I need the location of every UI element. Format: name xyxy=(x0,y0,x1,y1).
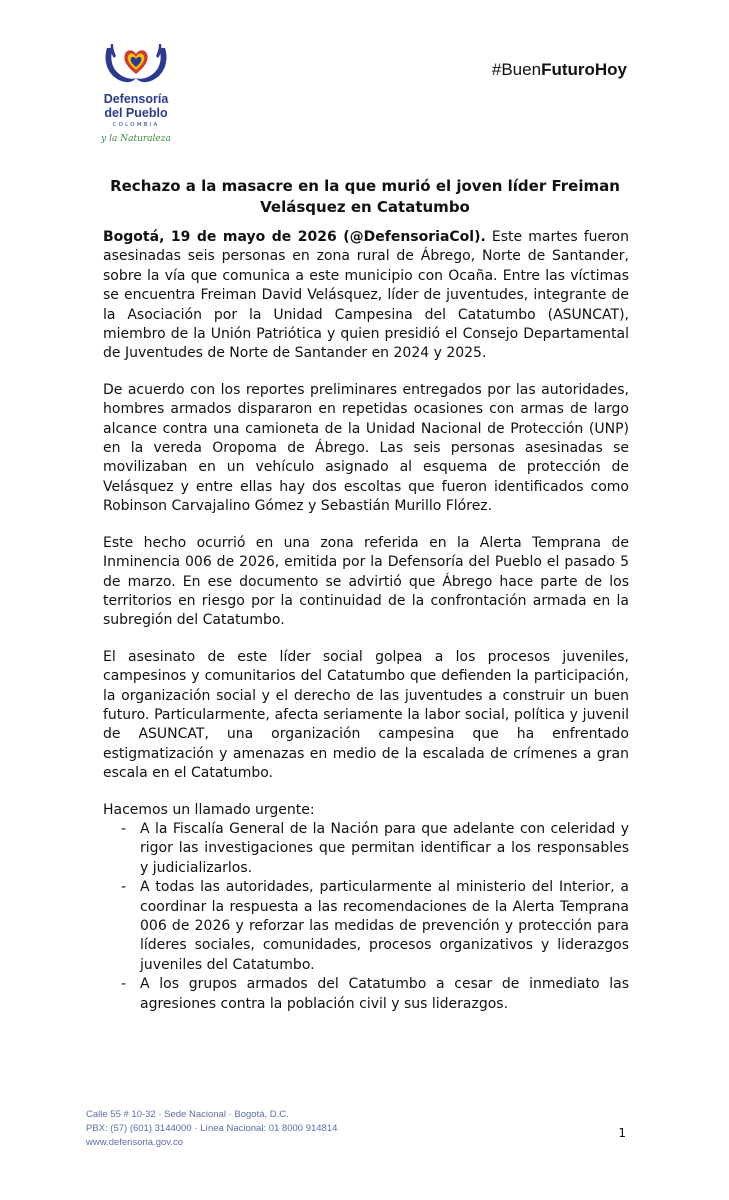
hashtag-part2: FuturoHoy xyxy=(541,60,627,79)
paragraph-1 xyxy=(103,228,629,364)
logo-name-line1: Defensoría xyxy=(103,92,169,106)
paragraph-3: Este hecho ocurrió en una zona referida en la Alerta Temprana de Inminencia 006 de 2026, emitida por la Defensoría del Pueblo el pasado 5 de marzo. En ese documento se advirtió que Ábrego hace parte de los territorios en riesgo por la continuidad de la confrontación armada en la subregión del Catatumbo. xyxy=(103,534,629,629)
document-title xyxy=(100,176,630,218)
footer-phones: PBX: (57) (601) 3144000 · Línea Nacional: 01 8000 914814 xyxy=(86,1123,338,1134)
call-item-grupos-armados: - A los grupos armados del Catatumbo a cesar de inmediato las agresiones contra la población civil y sus liderazgos. xyxy=(103,975,629,1014)
call-item-fiscalia: - A la Fiscalía General de la Nación para que adelante con celeridad y rigor las investigaciones que permitan identificar a los responsables y judicializarlos. xyxy=(103,820,629,878)
paragraph-4: El asesinato de este líder social golpea a los procesos juveniles, campesinos y comunitarios del Catatumbo que defienden la participación, la organización social y el derecho de las juventudes a construir un buen futuro. Particularmente, afecta seriamente la labor social, política y juvenil de ASUNCAT, una organización campesina que ha enfrentado estigmatización y amenazas en medio de la escalada de crímenes a gran escala en el Catatumbo. xyxy=(103,648,629,782)
call-item-autoridades: - A todas las autoridades, particularmente al ministerio del Interior, a coordinar la respuesta a las recomendaciones de la Alerta Temprana 006 de 2026 y reforzar las medidas de prevención y protección para líderes sociales, comunidades, procesos organizativos y liderazgos juveniles del Catatumbo. xyxy=(103,878,629,975)
paragraph-1-text: Este martes fueron asesinadas seis personas en zona rural de Ábrego, Norte de Santander, sobre la vía que comunica a este municipio con Ocaña. Entre las víctimas se encuentra Freiman David Velásquez, líder de juventudes, integrante de la Asociación por la Unidad Campesina del Catatumbo (ASUNCAT), miembro de la Unión Patriótica y quien presidió el Consejo Departamental de Juventudes de Norte de Santander en 2024 y 2025. xyxy=(103,229,629,362)
logo-tagline: y la Naturaleza xyxy=(101,134,171,144)
title-line1: Rechazo a la masacre en la que murió el joven líder Freiman xyxy=(110,177,620,195)
paragraph-2: De acuerdo con los reportes preliminares entregados por las autoridades, hombres armados dispararon en repetidas ocasiones con armas de largo alcance contra una camioneta de la Unidad Nacional de Protección (UNP) en la vereda Oropoma de Ábrego. Las seis personas asesinadas se movilizaban en un vehículo asignado al esquema de protección de Velásquez y entre ellas hay dos escoltas que fueron identificados como Robinson Carvajalino Gómez y Sebastián Murillo Flórez. xyxy=(103,381,629,515)
hashtag-part1: #Buen xyxy=(491,60,542,79)
campaign-hashtag xyxy=(492,60,627,80)
logo-country: COLOMBIA xyxy=(112,122,160,128)
footer-contact xyxy=(86,1108,337,1150)
page-number: 1 xyxy=(618,1126,626,1140)
call-intro: Hacemos un llamado urgente: xyxy=(103,801,315,818)
institution-logo xyxy=(96,40,176,144)
logo-name-line2: del Pueblo xyxy=(104,106,168,120)
footer-website[interactable]: www.defensoria.gov.co xyxy=(86,1137,183,1148)
dateline: Bogotá, 19 de mayo de 2026 (@DefensoriaCol). xyxy=(103,229,486,245)
footer-address: Calle 55 # 10-32 · Sede Nacional · Bogotá, D.C. xyxy=(86,1109,289,1120)
document-body xyxy=(103,228,629,1014)
calls-list xyxy=(103,820,629,1014)
hands-heart-logo-icon xyxy=(101,40,171,88)
title-line2: Velásquez en Catatumbo xyxy=(260,198,470,216)
